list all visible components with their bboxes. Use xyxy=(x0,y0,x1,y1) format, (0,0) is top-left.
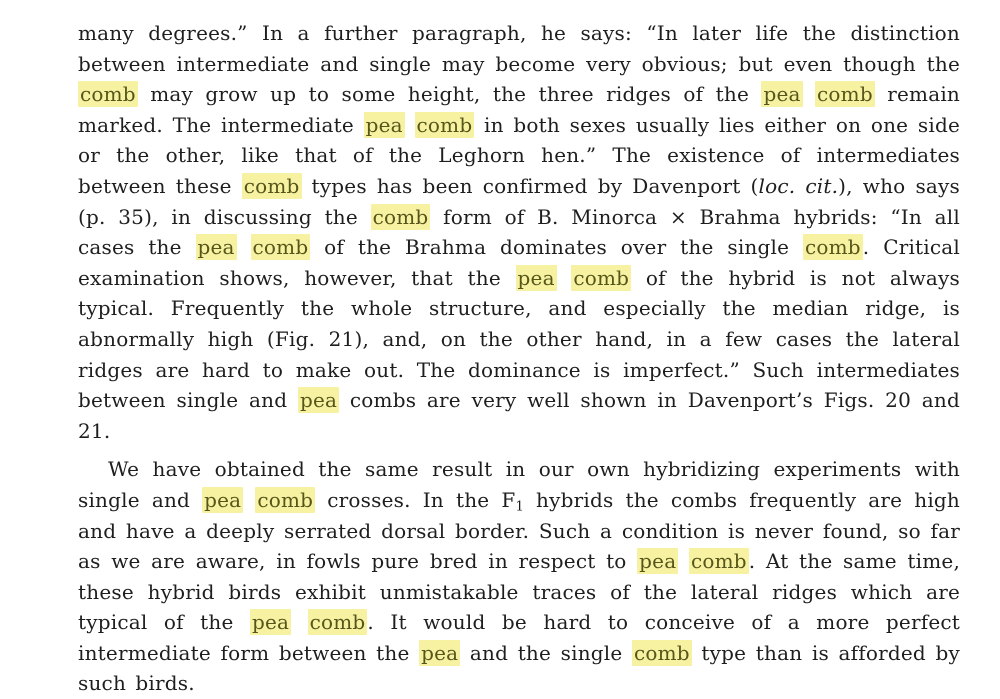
search-term-highlight: pea xyxy=(763,82,801,107)
search-term-highlight: comb xyxy=(257,487,314,512)
search-term-highlight: pea xyxy=(421,640,459,665)
search-term-highlight: comb xyxy=(372,204,429,229)
search-term-highlight: comb xyxy=(309,610,366,635)
paragraph: We have obtained the same result in our own hybridizing experiments with single and pea comb crosses. In the $F_1$ hybrids the combs frequently are high and have a deeply serrated dorsal border. Such a condition is never found, so far as we are aware, in fowls pure bred in respect to pea comb . At the same time, these hybrid birds exhibit unmistakable traces of the lateral ridges which are typical of the pea comb . It would be hard to conceive of a more perfect intermediate form between the pea and the single comb type than is afforded by such birds. xyxy=(78,457,961,696)
search-term-highlight: comb xyxy=(243,173,300,198)
search-term-highlight: pea xyxy=(299,388,338,413)
document-text xyxy=(78,18,960,699)
search-term-highlight: pea xyxy=(639,549,677,574)
search-term-highlight: comb xyxy=(416,112,473,137)
search-term-highlight: pea xyxy=(517,265,555,290)
search-term-highlight: comb xyxy=(252,235,309,260)
search-term-highlight: pea xyxy=(251,610,290,635)
subscript: 1 xyxy=(515,499,524,515)
search-term-highlight: pea xyxy=(365,112,403,137)
italic-citation: loc. cit. xyxy=(758,173,839,198)
search-term-highlight: pea xyxy=(204,487,242,512)
search-term-highlight: comb xyxy=(690,549,747,574)
search-term-highlight: comb xyxy=(804,235,861,260)
search-term-highlight: comb xyxy=(573,265,630,290)
search-term-highlight: comb xyxy=(634,640,690,665)
search-term-highlight: comb xyxy=(817,82,873,107)
paragraph: many degrees.” In a further paragraph, he says: “In later life the distinction between intermediate and single may become very obvious; but even though the comb may grow up to some height, the three ridges of the pea comb remain marked. The intermediate pea comb in both sexes usually lies either on one side or the other, like that of the Leghorn hen.” The existence of intermediates between these comb types has been confirmed by Davenport (loc. cit.), who says (p. 35), in discussing the comb form of B. Minorca × Brahma hybrids: “In all cases the pea comb of the Brahma dominates over the single comb . Critical examination shows, however, that the pea comb of the hybrid is not always typical. Frequently the whole structure, and especially the median ridge, is abnormally high (Fig. 21), and, on the other hand, in a few cases the lateral ridges are hard to make out. The dominance is imperfect.” Such intermediates between single and pea combs are very well shown in Davenport’s Figs. 20 and 21. xyxy=(78,21,961,443)
search-term-highlight: pea xyxy=(197,235,235,260)
search-term-highlight: comb xyxy=(80,82,136,107)
